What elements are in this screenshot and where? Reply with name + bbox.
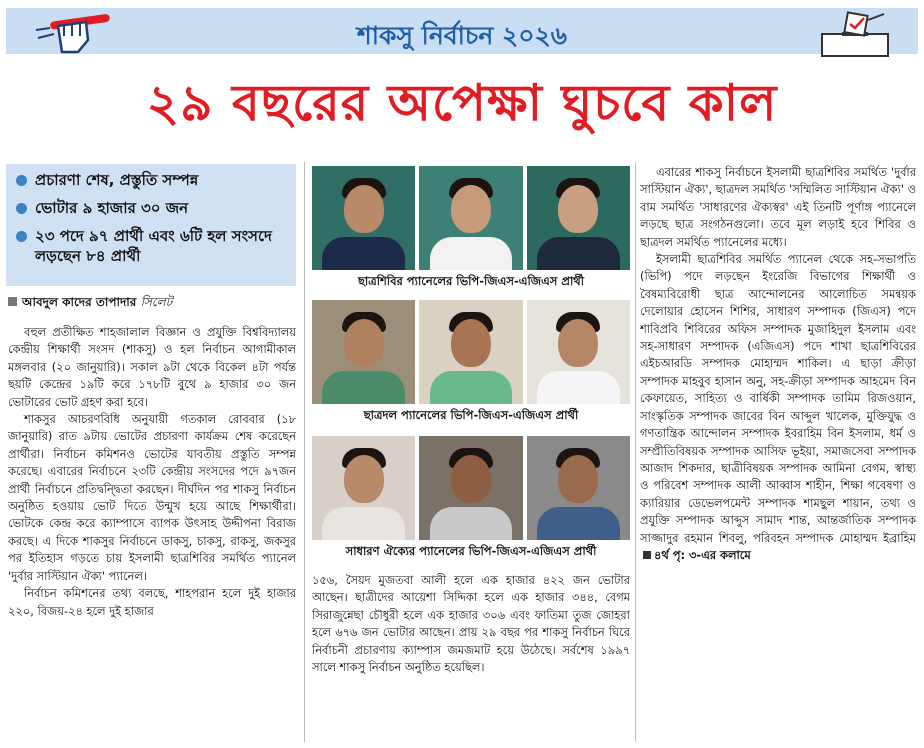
candidate-photo [527, 436, 630, 540]
photo-caption: ছাত্রশিবির প্যানেলের ভিপি-জিএস-এজিএস প্রার্থী [357, 274, 585, 288]
summary-item [14, 226, 290, 266]
candidate-photo [312, 166, 415, 270]
byline-square-icon [8, 297, 17, 306]
column-divider [635, 162, 636, 742]
candidate-photo [527, 166, 630, 270]
end-square-icon [643, 551, 651, 559]
byline [8, 294, 298, 314]
paragraph: শাকসুর আচরণবিধি অনুযায়ী গতকাল রোববার (১৮ জানুয়ারি) রাত ৯টায় ভোটের প্রচারণা কার্যক্রম শেষ করেছেন প্রার্থীরা। নির্বাচন কমিশনও ভোটের যাবতীয় প্রস্তুতি সম্পন্ন করেছে। এবারের নির্বাচনে ২৩টি কেন্দ্রীয় সংসদের পদে ৯৭জন প্রার্থী নির্বাচনে প্রতিদ্বন্দ্বিতা করছেন। দীর্ঘদিন পর শাকসু নির্বাচন অনুষ্ঠিত হওয়ায় ভোট দিতে উন্মুখ হয়ে আছে শিক্ষার্থীরা। ভোটকে কেন্দ্র করে ক্যাম্পাসে ব্যাপক উৎসাহ উদ্দীপনা বিরাজ করছে। এ দিকে শাকসুর নির্বাচনে ডাকসু, চাকসু, রাকসু, জকসুর পর ইতিহাস গড়তে চায় ইসলামী ছাত্রশিবির সমর্থিত প্যানেল 'দুর্বার সাস্টিয়ান ঐক্য' প্যানেল। [8, 412, 296, 583]
summary-item-text: ভোটার ৯ হাজার ৩০ জন [35, 199, 189, 217]
candidate-photo [419, 300, 522, 404]
headline: ২৯ বছরের অপেক্ষা ঘুচবে কাল [146, 74, 778, 132]
candidate-photo [419, 436, 522, 540]
bullet-icon [16, 175, 27, 186]
paragraph: নির্বাচন কমিশনের তথ্য বলছে, শাহপরান হলে দুই হাজার ২২০, বিজয়-২৪ হলে দুই হাজার [8, 586, 296, 618]
article-column-1 [8, 324, 296, 742]
paragraph: বহুল প্রতীক্ষিত শাহজালাল বিজ্ঞান ও প্রযুক্তি বিশ্ববিদ্যালয় কেন্দ্রীয় শিক্ষার্থী সংসদ (শাকসু) ও হল নির্বাচন আগামীকাল মঙ্গলবার (২০ জানুয়ারি)। সকাল ৯টা থেকে বিকেল ৪টা পর্যন্ত ছয়টি কেন্দ্রের ১৯টি করে ১৭৮টি বুথে ৯ হাজার ৩০ জন ভোটারের ভোট গ্রহণ করা হবে। [8, 325, 296, 409]
summary-item-text: প্রচারণা শেষ, প্রস্তুতি সম্পন্ন [35, 171, 199, 189]
photo-caption: ছাত্রদল প্যানেলের ভিপি-জিএস-এজিএস প্রার্থী [363, 408, 579, 422]
continuation-note [640, 548, 751, 562]
ballot-box-icon [812, 10, 898, 58]
paragraph: এবারের শাকসু নির্বাচনে ইসলামী ছাত্রশিবির সমর্থিত 'দুর্বার সাস্টিয়ান ঐক্য', ছাত্রদল সমর্থিত 'সম্মিলিত সাস্টিয়ান ঐক্য' ও বাম সমর্থিত 'সাধারণের ঐক্যস্বর' এই তিনটি পূর্ণাঙ্গ প্যানেলে লড়ছে ছাত্র সংগঠনগুলো। তবে মূল লড়াই হবে শিবির ও ছাত্রদল সমর্থিত প্যানেলের মধ্যে। [640, 165, 916, 249]
article-column-3 [640, 164, 916, 746]
article-column-2 [312, 572, 630, 742]
summary-box [6, 164, 296, 286]
photo-row-chhatradal [312, 300, 630, 404]
column-divider [304, 162, 305, 742]
banner-title: শাকসু নির্বাচন ২০২৬ [356, 21, 568, 50]
candidate-photo [312, 436, 415, 540]
candidate-photo [527, 300, 630, 404]
continuation-text: ৪র্থ পৃ: ৩-এর কলামে [654, 547, 751, 562]
candidate-photo [419, 166, 522, 270]
summary-item [14, 198, 290, 218]
paragraph-text: ইসলামী ছাত্রশিবির সমর্থিত প্যানেল থেকে সহ-সভাপতি (ভিপি) পদে লড়ছেন ইংরেজি বিভাগের শিক্ষার্থী ও বৈষম্যবিরোধী ছাত্র আন্দোলনের আলোচিত সমন্বয়ক দেলোয়ার হোসেন শিশির, সাধারণ সম্পাদক (জিএস) পদে শাবিপ্রবি শিবিরের অফিস সম্পাদক মুজাহিদুল ইসলাম এবং সহ-সাধারণ সম্পাদক (এজিএস) পদে শাখা ছাত্রশিবিরের এইচআরডি সম্পাদক মোহাম্মদ শাকিল। এ ছাড়া ক্রীড়া সম্পাদক মাহবুব হাসান অনু, সহ-ক্রীড়া সম্পাদক আহমেদ বিন কেফায়েত, সাহিত্য ও বার্ষিকী সম্পাদক তামিম রিজওয়ান, সাংস্কৃতিক সম্পাদক জাবের বিন আব্দুল খালেক, মুক্তিযুদ্ধ ও গণতান্ত্রিক আন্দোলন সম্পাদক ইবরাহিম বিন ইসলাম, ধর্ম ও সম্প্রীতিবিষয়ক সম্পাদক আসিফ ভূইয়া, সমাজসেবা সম্পাদক আজাদ শিকদার, ছাত্রীবিষয়ক সম্পাদক আমিনা বেগম, স্বাস্থ্য ও পরিবেশ সম্পাদক আলী আব্বাস শাহীন, শিক্ষা গবেষণা ও ক্যারিয়ার ডেভেলপমেন্ট সম্পাদক শামছুল শায়ান, তথ্য ও প্রযুক্তি সম্পাদক আব্দুস সামাদ শান্ত, আন্তর্জাতিক সম্পাদক সাজ্জাদুর রহমান শিবলু, পরিবহন সম্পাদক মোহাম্মদ ইব্রাহিম [640, 252, 916, 545]
bullet-icon [16, 203, 27, 214]
photo-row-sadharon [312, 436, 630, 540]
section-banner [6, 8, 918, 54]
photo-row-shibir [312, 166, 630, 270]
bullet-icon [16, 231, 27, 242]
photo-caption: সাধারণ ঐক্যের প্যানেলের ভিপি-জিএস-এজিএস প্রার্থী [345, 544, 597, 558]
byline-location: সিলেট [140, 295, 173, 309]
candidate-photo [312, 300, 415, 404]
summary-item-text: ২৩ পদে ৯৭ প্রার্থী এবং ৬টি হল সংসদে লড়ছেন ৮৪ প্রার্থী [35, 227, 272, 265]
paragraph: ১৫৬, সৈয়দ মুজতবা আলী হলে এক হাজার ৪২২ জন ভোটার আছেন। ছাত্রীদের আয়েশা সিদ্দিকা হলে এক হাজার ৩৪৪, বেগম সিরাজুন্নেছা চৌধুরী হলে এক হাজার ৩০৬ এবং ফাতিমা তুজ জোহরা হলে ৬৭৬ জন ভোটার আছেন। প্রায় ২৯ বছর পর শাকসু নির্বাচন ঘিরে নির্বাচনী প্রচারণায় ক্যাম্পাস জমজমাট হয়ে উঠেছে। সর্বশেষ ১৯৯৭ সালে শাকসু নির্বাচন অনুষ্ঠিত হয়েছিল। [312, 573, 630, 675]
summary-item [14, 170, 290, 190]
byline-author: আবদুল কাদের তাপাদার [22, 295, 137, 309]
paragraph [640, 251, 916, 564]
